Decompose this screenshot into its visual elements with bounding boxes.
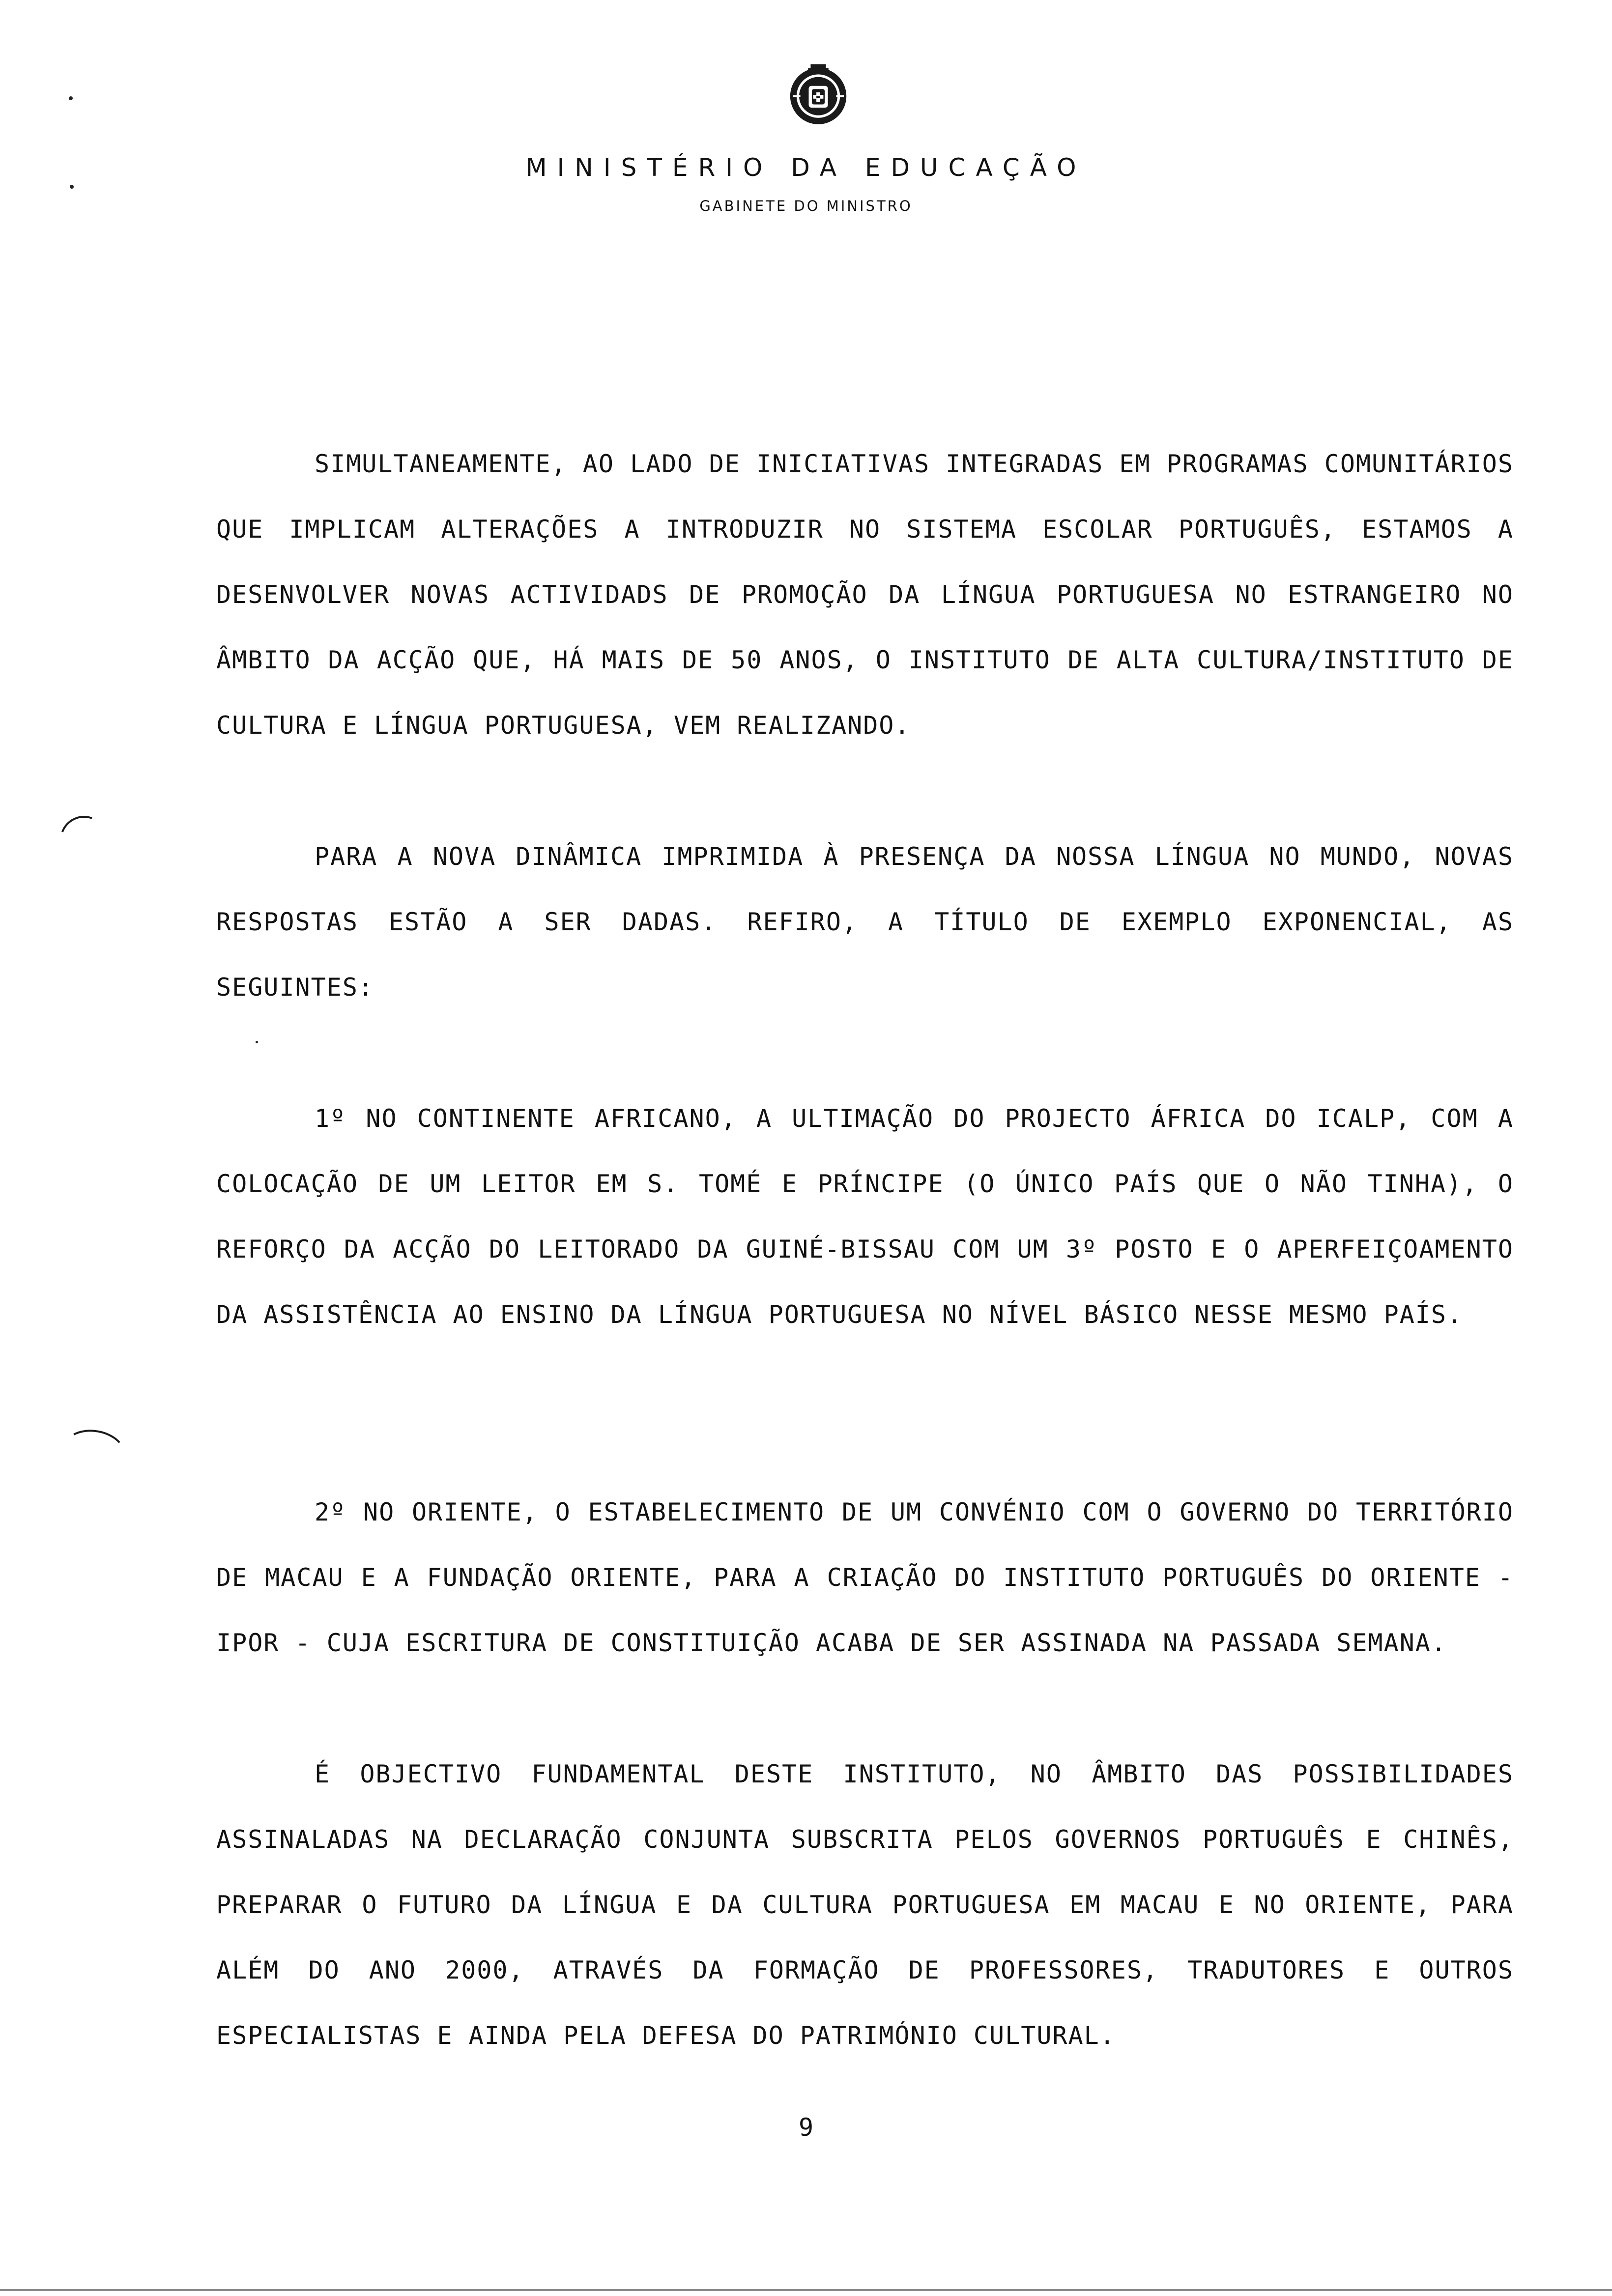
scan-edge-line <box>0 2289 1612 2291</box>
paragraph-block <box>216 1086 1514 1348</box>
cabinet-subtitle: GABINETE DO MINISTRO <box>699 198 913 214</box>
paragraph-nova-dinamica: PARA A NOVA DINÂMICA IMPRIMIDA À PRESENÇA DA NOSSA LÍNGUA NO MUNDO, NOVAS RESPOSTAS ESTÃO A SER DADAS. REFIRO, A TÍTULO DE EXEMPLO EXPONENCIAL, AS SEGUINTES: <box>216 842 1514 1002</box>
paragraph-block <box>216 431 1514 758</box>
paragraph-objectivo: É OBJECTIVO FUNDAMENTAL DESTE INSTITUTO, NO ÂMBITO DAS POSSIBILIDADES ASSINALADAS NA DECLARAÇÃO CONJUNTA SUBSCRITA PELOS GOVERNOS PORTUGUÊS E CHINÊS, PREPARAR O FUTURO DA LÍNGUA E DA CULTURA PORTUGUESA EM MACAU E NO ORIENTE, PARA ALÉM DO ANO 2000, ATRAVÉS DA FORMAÇÃO DE PROFESSORES, TRADUTORES E OUTROS ESPECIALISTAS E AINDA PELA DEFESA DO PATRIMÓNIO CULTURAL. <box>216 1760 1514 2050</box>
scan-speck <box>69 96 73 100</box>
coat-of-arms-icon <box>786 63 850 127</box>
punch-hole-mark <box>52 808 116 872</box>
ministry-title: MINISTÉRIO DA EDUCAÇÃO <box>525 153 1087 182</box>
punch-hole-mark <box>59 1425 129 1479</box>
scan-speck <box>256 1041 258 1043</box>
paragraph-block <box>216 824 1514 1020</box>
page-number: 9 <box>798 2113 814 2142</box>
paragraph-continente-africano: 1º NO CONTINENTE AFRICANO, A ULTIMAÇÃO DO PROJECTO ÁFRICA DO ICALP, COM A COLOCAÇÃO DE UM LEITOR EM S. TOMÉ E PRÍNCIPE (O ÚNICO PAÍS QUE O NÃO TINHA), O REFORÇO DA ACÇÃO DO LEITORADO DA GUINÉ-BISSAU COM UM 3º POSTO E O APERFEIÇOAMENTO DA ASSISTÊNCIA AO ENSINO DA LÍNGUA PORTUGUESA NO NÍVEL BÁSICO NESSE MESMO PAÍS. <box>216 1104 1514 1329</box>
paragraph-block <box>216 1742 1514 2068</box>
paragraph-simultaneamente: SIMULTANEAMENTE, AO LADO DE INICIATIVAS INTEGRADAS EM PROGRAMAS COMUNITÁRIOS QUE IMPLICAM ALTERAÇÕES A INTRODUZIR NO SISTEMA ESCOLAR PORTUGUÊS, ESTAMOS A DESENVOLVER NOVAS ACTIVIDADS DE PROMOÇÃO DA LÍNGUA PORTUGUESA NO ESTRANGEIRO NO ÂMBITO DA ACÇÃO QUE, HÁ MAIS DE 50 ANOS, O INSTITUTO DE ALTA CULTURA/INSTITUTO DE CULTURA E LÍNGUA PORTUGUESA, VEM REALIZANDO. <box>216 450 1514 740</box>
paragraph-oriente: 2º NO ORIENTE, O ESTABELECIMENTO DE UM CONVÉNIO COM O GOVERNO DO TERRITÓRIO DE MACAU E A FUNDAÇÃO ORIENTE, PARA A CRIAÇÃO DO INSTITUTO PORTUGUÊS DO ORIENTE - IPOR - CUJA ESCRITURA DE CONSTITUIÇÃO ACABA DE SER ASSINADA NA PASSADA SEMANA. <box>216 1498 1514 1657</box>
scan-speck <box>70 185 74 189</box>
paragraph-block <box>216 1480 1514 1676</box>
